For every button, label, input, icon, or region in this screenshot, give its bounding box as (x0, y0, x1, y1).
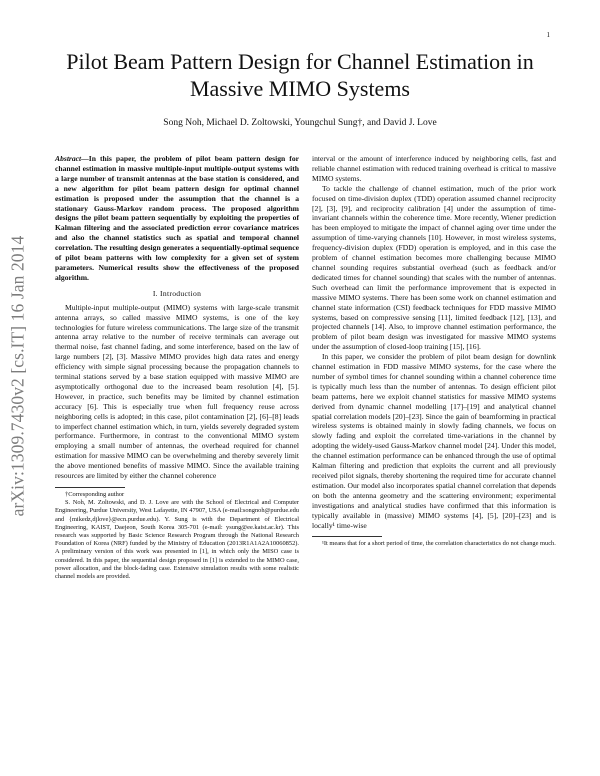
footnote-locally: ¹It means that for a short period of time, the correlation characteristics do not change much. (322, 540, 556, 548)
author-list: Song Noh, Michael D. Zoltowski, Youngchul Sung†, and David J. Love (163, 118, 437, 128)
arxiv-stamp-text: arXiv:1309.7430v2 [cs.IT] 16 Jan 2014 (7, 235, 28, 517)
footnote-affiliations: S. Noh, M. Zoltowski, and D. J. Love are with the School of Electrical and Computer Engineering, Purdue University, West Lafayette, IN 47907, USA (e-mail:songnoh@purdue.edu and {mikedz,djlove}@ecn.purdue.edu). Y. Sung is with the Department of Electrical Engineering, KAIST, Daejeon, South Korea 305-701 (e-mail: ysung@ee.kaist.ac.kr). This research was supported by Basic Science Research Program through the National Research Foundation of Korea (NRF) funded by the Ministry of Education (2013R1A1A2A10060852). A preliminary version of this work was presented in [1], in which only the MISO case is considered. In this paper, the sequential design proposed in [1] is extended to the MIMO case, power allocation, and the block-fading case. Extensive simulation results with some realistic channel models are provided. (55, 499, 299, 581)
abstract-text: —In this paper, the problem of pilot beam pattern design for channel estimation in massive multiple-input multiple-output systems with a large number of transmit antennas at the base station is considered, and a new algorithm for pilot beam pattern design for optimal channel estimation is proposed under the assumption that the channel is a stationary Gauss-Markov random process. The proposed algorithm designs the pilot beam pattern sequentially by exploiting the properties of Kalman filtering and the associated prediction error covariance matrices and also the channel statistics such as spatial and temporal channel correlation. The resulting design generates a sequentially-optimal sequence of pilot beam patterns with low complexity for a given set of system parameters. Numerical results show the effectiveness of the proposed algorithm. (55, 154, 299, 282)
right-paragraph-3: In this paper, we consider the problem of pilot beam design for downlink channel estimation in FDD massive MIMO systems, for the case where the number of symbol times for channel sounding within a channel coherence time is typically much less than the number of antennas. To design efficient pilot beam patterns, here we exploit channel statistics for massive MIMO systems derived from dynamic channel modelling [17]–[19] and analytical channel spatial correlation models [20]–[23]. Since the gain of beamforming in practical wireless systems is obtained mainly in slowly fading channels, we focus on slowly fading and exploit the correlated time-variations in the channel by adopting the widely-used Gauss-Markov channel model [24]. Under this model, the channel estimation performance can be enhanced through the use of optimal Kalman filtering and prediction that exploits the current and all previously received pilot signals, thereby shortening the required time for accurate channel estimation. Our model also incorporates spatial channel correlation that depends on both the antenna geometry and the scattering environment; experimental investigations and analytical studies have confirmed that this information is typically available in (massive) MIMO systems [4], [5], [20]–[23] and is locally¹ time-wise (312, 352, 556, 530)
paper-title: Pilot Beam Pattern Design for Channel Estimation in Massive MIMO Systems (66, 49, 534, 101)
section-heading-introduction: I. Introduction (152, 288, 202, 298)
left-column (55, 154, 299, 581)
footnote-corresponding-author: †Corresponding author (65, 491, 125, 498)
footnote-divider-right (312, 536, 382, 537)
abstract (55, 154, 299, 283)
right-column (312, 154, 556, 549)
arxiv-stamp (8, 176, 28, 576)
footnote-divider (55, 487, 125, 488)
right-paragraph-1: interval or the amount of interference induced by neighboring cells, fast and reliable channel estimation with reduced training overhead is critical to massive MIMO systems. (312, 154, 556, 183)
intro-paragraph-1: Multiple-input multiple-output (MIMO) systems with large-scale transmit antenna arrays, so called massive MIMO systems, is one of the key technologies for future wireless communications. The large size of the transmit antenna array relative to the number of receive terminals can average out thermal noise, fast channel fading, and some interference, based on the law of large numbers [2], [3]. Massive MIMO provides high data rates and energy efficiency with simple signal processing because the propagation channels to terminal stations served by a base station equipped with massive MIMO are asymptotically orthogonal due to the increased beam resolution [4], [5]. However, in practice, such benefits may be limited by channel estimation accuracy [6]. This is especially true when full frequency reuse across neighboring cells is adopted; in this case, pilot contamination [2], [6]–[8] leads to imperfect channel estimation which, in turn, yields severely degraded system performance. Furthermore, in contrast to the conventional MIMO system employing a small number of antennas, the overhead required for channel estimation for massive MIMO can be overwhelming and thereby severely limit the above mentioned benefits of massive MIMO. Since the available training resources are limited by either the channel coherence (55, 302, 299, 481)
right-paragraph-2: To tackle the challenge of channel estimation, much of the prior work focused on time-division duplex (TDD) operation assumed channel reciprocity [2], [3], [9], and reciprocity calibration [4] under the assumption of time-invariant channels within the coherence time. More recently, Wiener prediction has been employed to mitigate the impact of channel aging over time under the assumption of time-varying channels [10]. However, in most wireless systems, frequency-division duplex (FDD) operation is employed, and in this case the problem of channel estimation becomes more challenging because MIMO channel sounding requires substantial overhead (such as feedback and/or dedicated times for channel sounding) that scales with the number of antennas. Such overhead can limit the performance improvement that is expected in massive MIMO systems. There has been some work on channel estimation and channel state information (CSI) feedback techniques for FDD massive MIMO systems, based on compressive sensing [11], limited feedback [12], [13], and projected channels [14]. Also, to improve channel estimation performance, the problem of pilot beam design was investigated for massive MIMO systems under the assumption of closed-loop training [15], [16]. (312, 183, 556, 352)
page-number: 1 (546, 31, 550, 39)
abstract-lead: Abstract (55, 154, 82, 163)
